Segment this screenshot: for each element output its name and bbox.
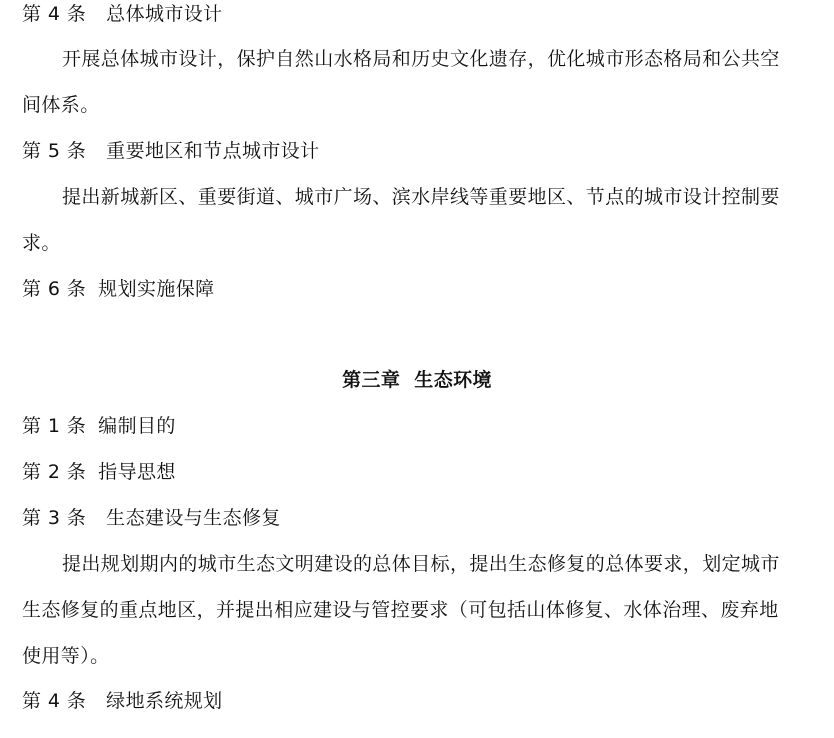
article-heading bbox=[22, 139, 320, 163]
article-heading bbox=[22, 460, 176, 484]
paragraph-line: 提出新城新区、重要街道、城市广场、滨水岸线等重要地区、节点的城市设计控制要 bbox=[62, 186, 780, 208]
article-title: 总体城市设计 bbox=[106, 3, 223, 25]
paragraph-line: 提出规划期内的城市生态文明建设的总体目标，提出生态修复的总体要求，划定城市 bbox=[62, 553, 780, 575]
article-heading bbox=[22, 277, 215, 301]
article-title: 编制目的 bbox=[98, 415, 176, 437]
article-title: 重要地区和节点城市设计 bbox=[106, 140, 320, 162]
article-title: 绿地系统规划 bbox=[106, 690, 223, 712]
article-title: 生态建设与生态修复 bbox=[106, 507, 281, 529]
paragraph-line: 开展总体城市设计，保护自然山水格局和历史文化遗存，优化城市形态格局和公共空 bbox=[62, 48, 780, 70]
article-number: 第 4 条 bbox=[22, 690, 87, 712]
article-title: 规划实施保障 bbox=[98, 278, 215, 300]
article-number: 第 6 条 bbox=[22, 278, 87, 300]
article-number: 第 5 条 bbox=[22, 140, 87, 162]
paragraph-line: 使用等）。 bbox=[22, 645, 110, 667]
paragraph-line: 生态修复的重点地区，并提出相应建设与管控要求（可包括山体修复、水体治理、废弃地 bbox=[22, 599, 779, 621]
paragraph-line: 求。 bbox=[22, 232, 61, 254]
article-heading bbox=[22, 2, 223, 26]
article-heading bbox=[22, 414, 176, 438]
article-title: 指导思想 bbox=[98, 461, 176, 483]
article-heading bbox=[22, 689, 223, 713]
article-number: 第 2 条 bbox=[22, 461, 87, 483]
article-heading bbox=[22, 506, 281, 530]
article-number: 第 1 条 bbox=[22, 415, 87, 437]
paragraph-line: 间体系。 bbox=[22, 94, 100, 116]
article-number: 第 4 条 bbox=[22, 3, 87, 25]
article-number: 第 3 条 bbox=[22, 507, 87, 529]
chapter-heading: 第三章 生态环境 bbox=[342, 369, 492, 391]
